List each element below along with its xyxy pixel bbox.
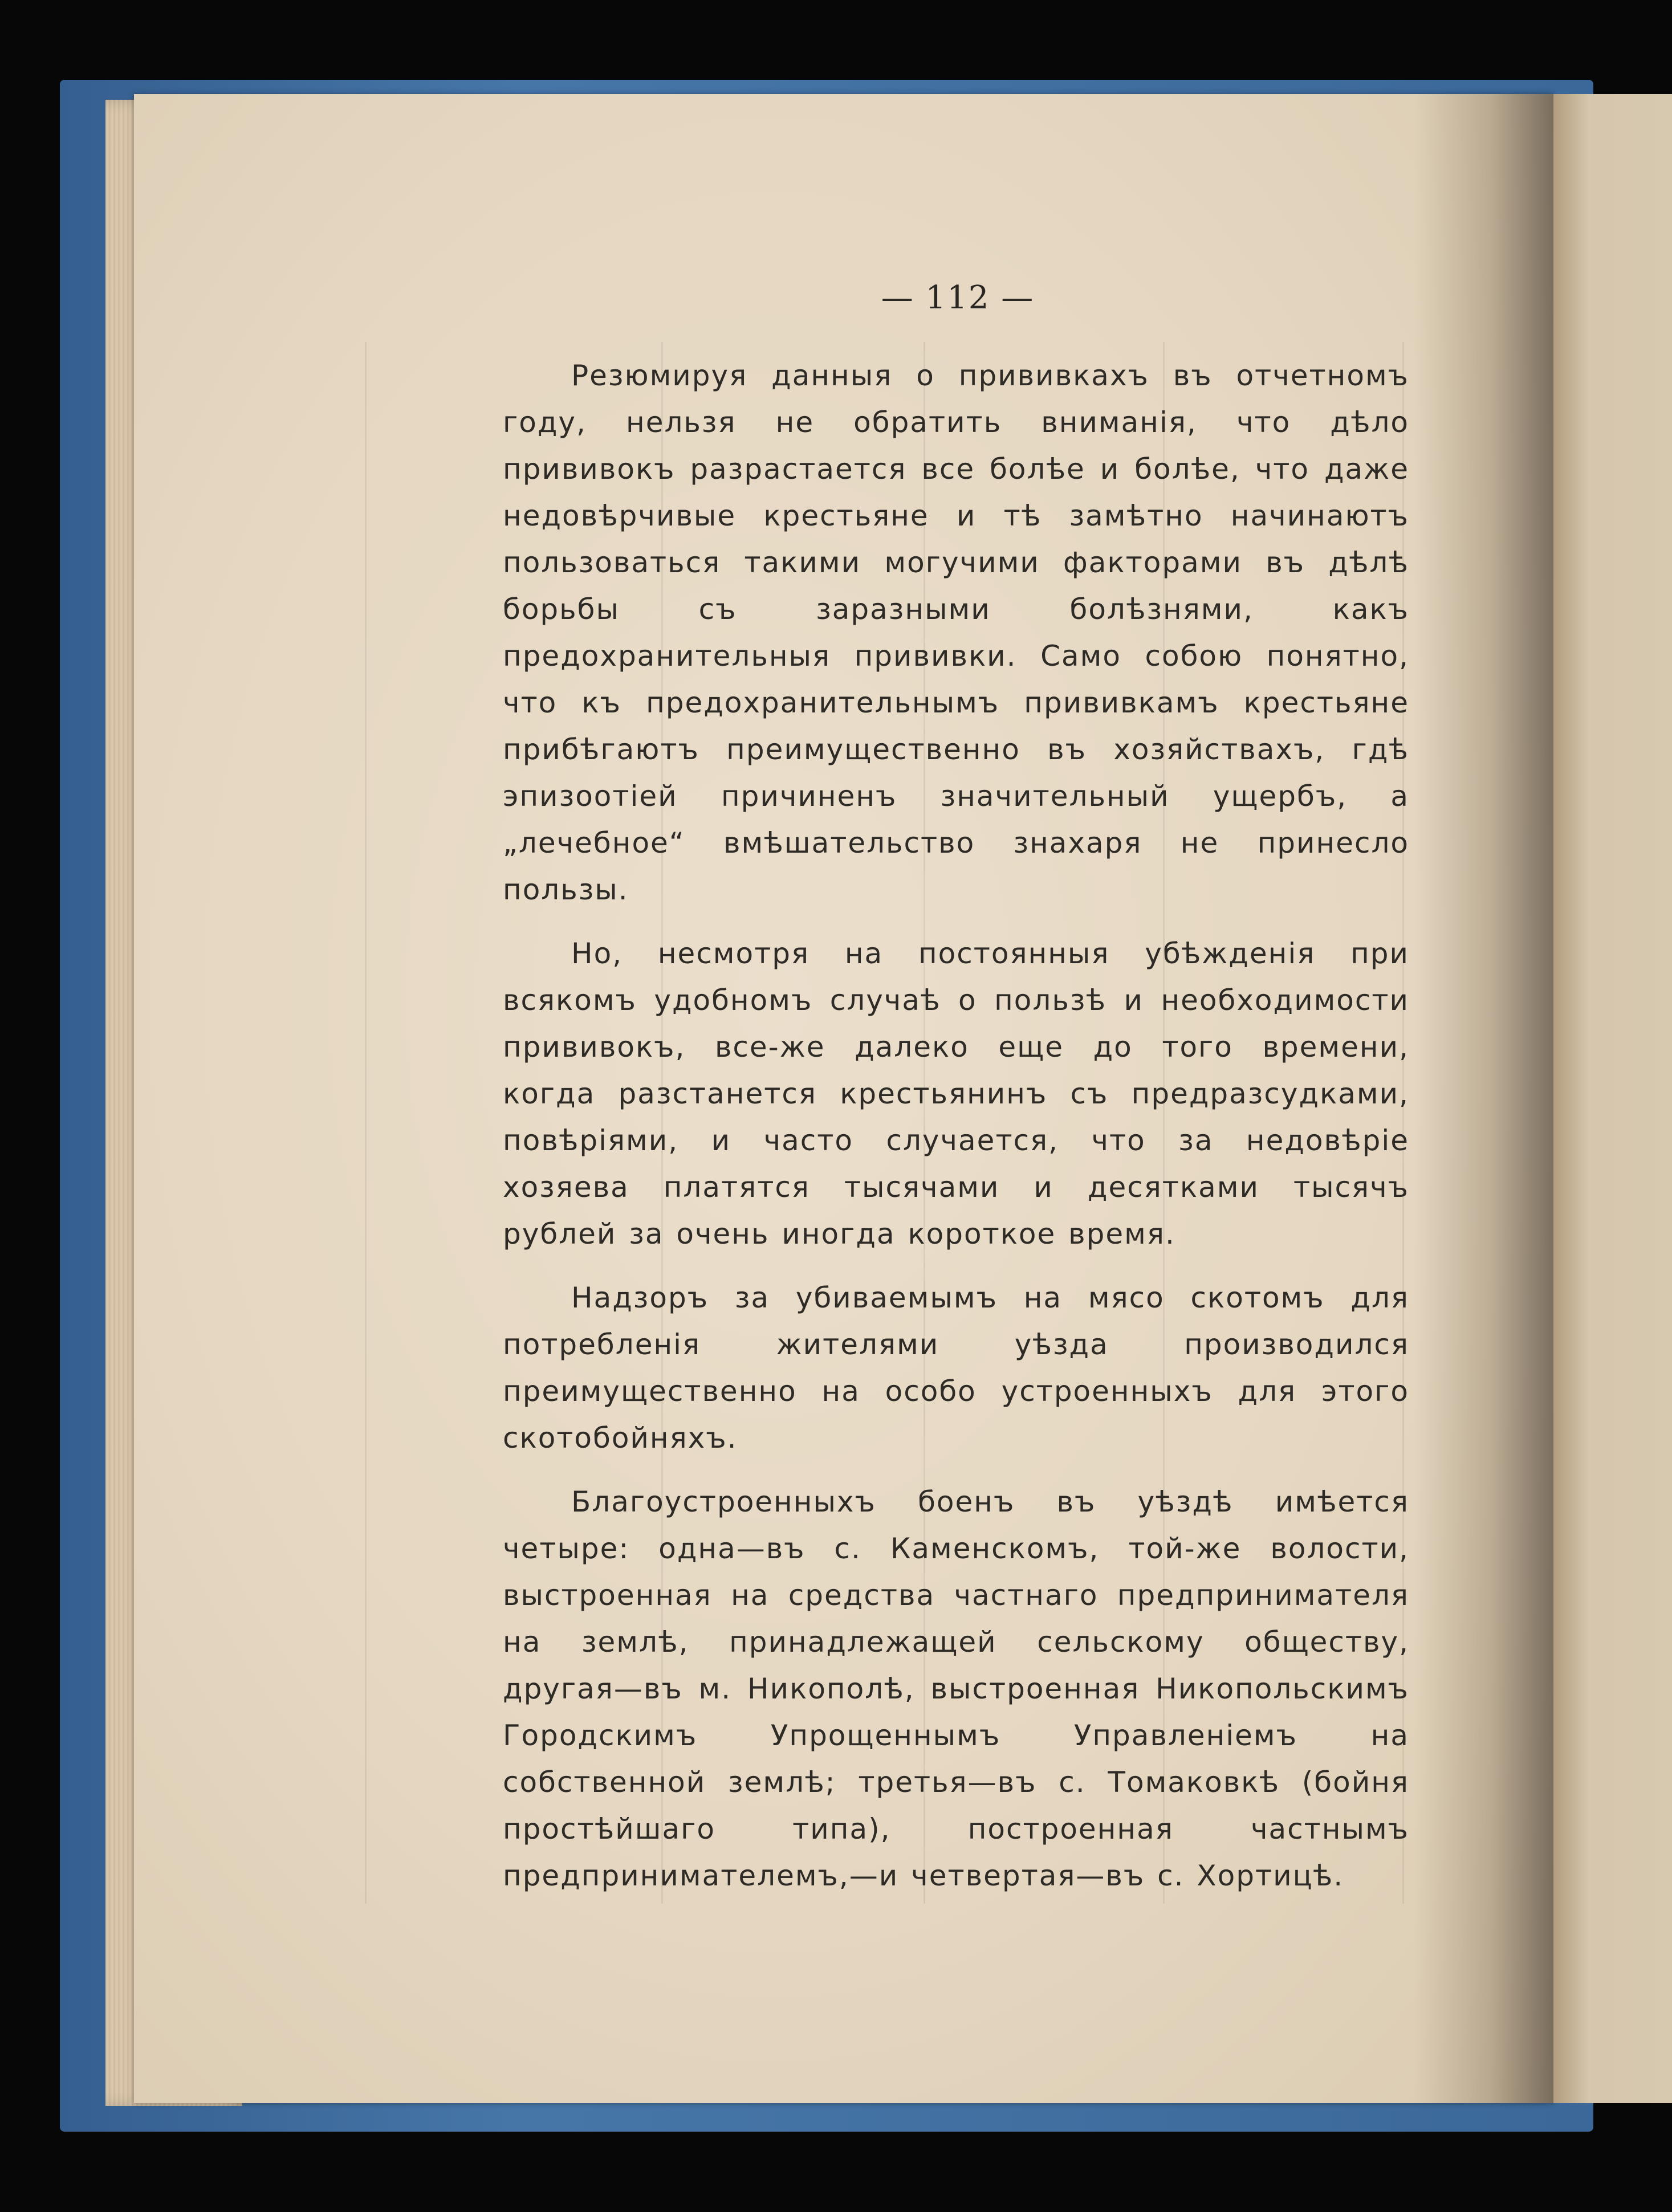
paragraph-3: Надзоръ за убиваемымъ на мясо скотомъ для потребленія жителями уѣзда производился преимущественно на особо устроенныхъ для этого скотобойняхъ. xyxy=(503,1281,1409,1455)
paragraph-1: Резюмируя данныя о прививкахъ въ отчетномъ году, нельзя не обратить вниманія, что дѣло прививокъ разрастается все болѣе и болѣе, что даже недовѣрчивые крестьяне и тѣ замѣтно начинаютъ пользоваться такими могучими факторами въ дѣлѣ борьбы съ заразными болѣзнями, какъ предохранительныя прививки. Само собою понятно, что къ предохранительнымъ прививкамъ крестьяне прибѣгаютъ преимущественно въ хозяйствахъ, гдѣ эпизоотіей причиненъ значительный ущербъ, а „лечебное“ вмѣшательство знахаря не принесло пользы. xyxy=(503,359,1409,906)
paragraph-4: Благоустроенныхъ боенъ въ уѣздѣ имѣется четыре: одна—въ с. Каменскомъ, той-же волости, выстроенная на средства частнаго предпринимателя на землѣ, принадлежащей сельскому обществу, другая—въ м. Никополѣ, выстроенная Никопольскимъ Городскимъ Упрощеннымъ Управленіемъ на собственной землѣ; третья—въ с. Томаковкѣ (бойня простѣйшаго типа), построенная частнымъ предпринимателемъ,—и четвертая—въ с. Хортицѣ. xyxy=(503,1485,1409,1892)
page-number: — 112 — xyxy=(881,279,1035,316)
body-text xyxy=(503,352,1409,1916)
facing-page-edge xyxy=(1553,94,1672,2103)
paragraph-2: Но, несмотря на постоянныя убѣжденія при всякомъ удобномъ случаѣ о пользѣ и необходимости прививокъ, все-же далеко еще до того времени, когда разстанется крестьянинъ съ предразсудками, повѣріями, и часто случается, что за недовѣріе хозяева платятся тысячами и десятками тысячъ рублей за очень иногда короткое время. xyxy=(503,937,1409,1250)
